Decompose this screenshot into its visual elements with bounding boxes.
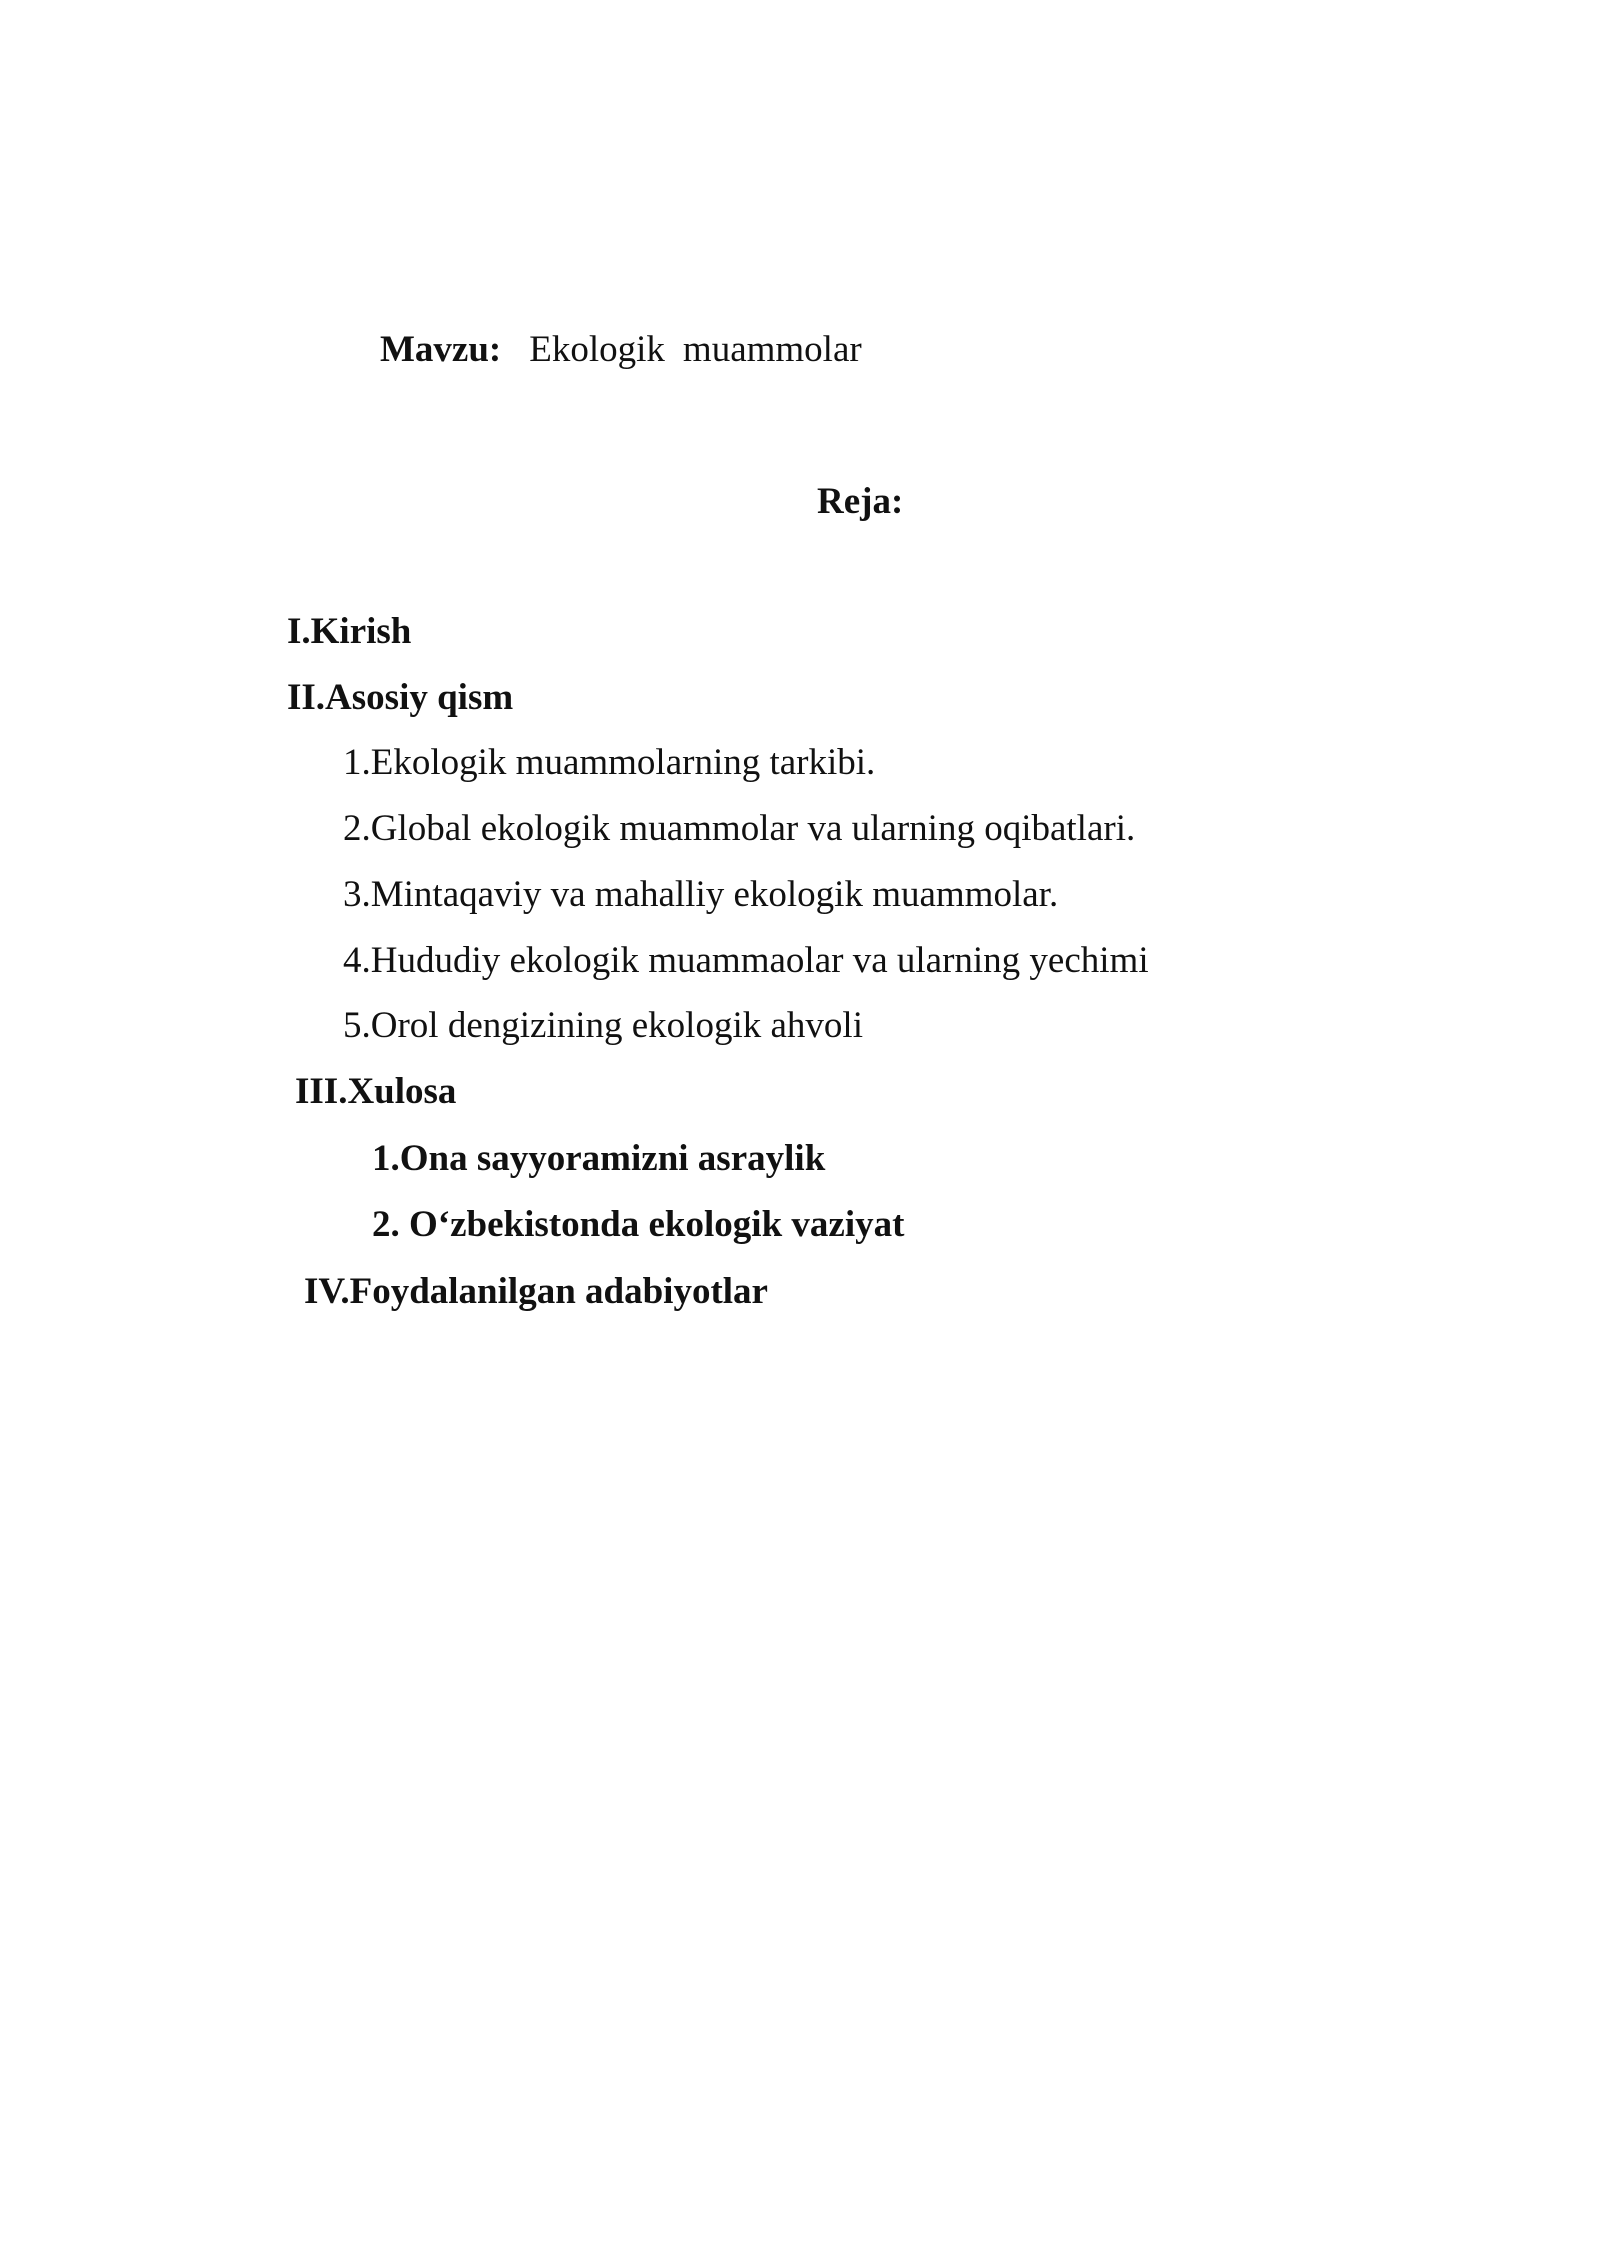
main-item-1: 1.Ekologik muammolarning tarkibi. bbox=[343, 742, 876, 783]
main-item-4: 4.Hududiy ekologik muammaolar va ularning yechimi bbox=[343, 940, 1149, 981]
conclusion-item-1: 1.Ona sayyoramizni asraylik bbox=[372, 1138, 826, 1179]
plan-heading: Reja: bbox=[817, 481, 904, 522]
main-item-2: 2.Global ekologik muammolar va ularning oqibatlari. bbox=[343, 808, 1136, 849]
outline-intro: I.Kirish bbox=[287, 611, 412, 652]
outline-references: IV.Foydalanilgan adabiyotlar bbox=[304, 1271, 768, 1312]
conclusion-item-2: 2. O‘zbekistonda ekologik vaziyat bbox=[372, 1204, 905, 1245]
outline-conclusion: III.Xulosa bbox=[295, 1071, 457, 1112]
outline-main-part: II.Asosiy qism bbox=[287, 677, 514, 718]
topic-word-1: Ekologik bbox=[529, 329, 665, 370]
main-item-5: 5.Orol dengizining ekologik ahvoli bbox=[343, 1005, 863, 1046]
topic-line bbox=[343, 284, 862, 416]
topic-word-2: muammolar bbox=[682, 329, 862, 370]
main-item-3: 3.Mintaqaviy va mahalliy ekologik muammolar. bbox=[343, 874, 1059, 915]
topic-label: Mavzu: bbox=[380, 329, 502, 370]
